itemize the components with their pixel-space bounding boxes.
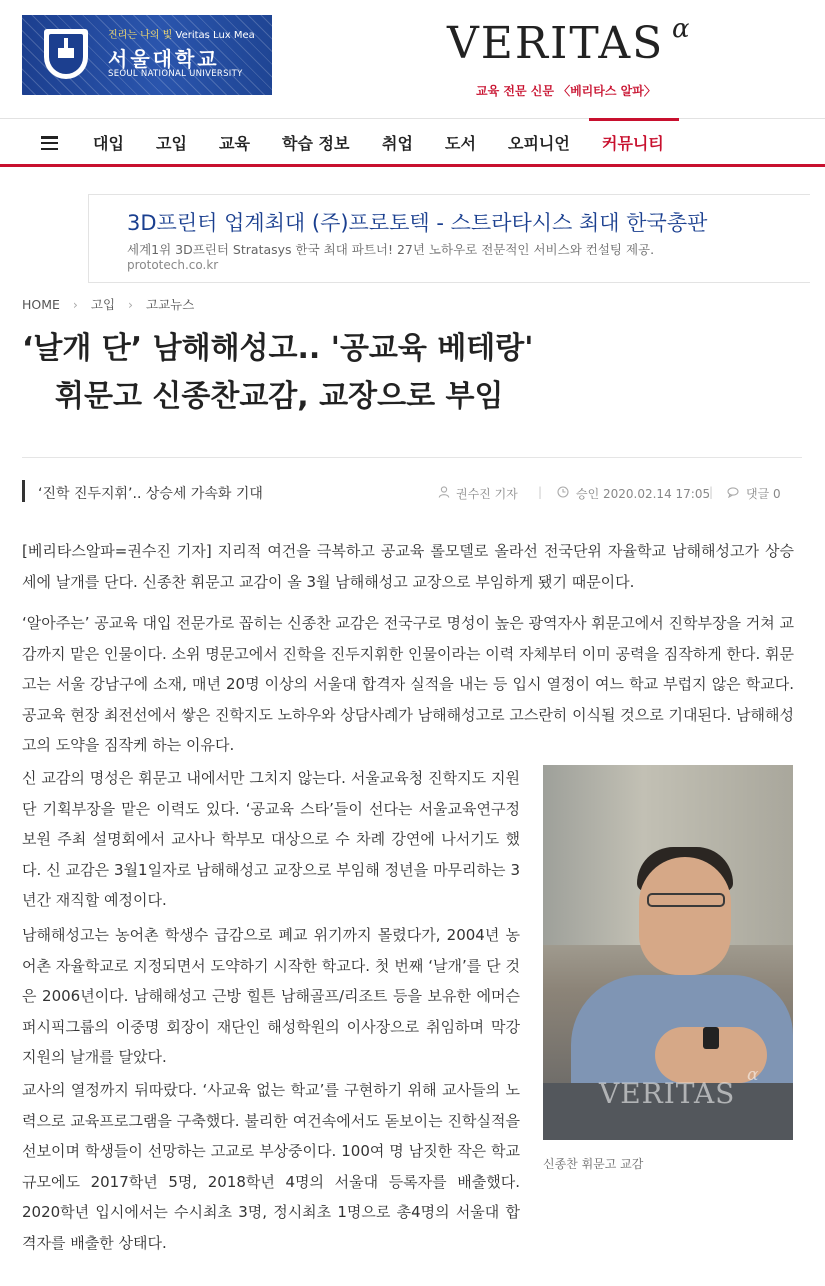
header-divider	[22, 457, 802, 458]
meta-separator: |	[538, 485, 543, 499]
comment-icon	[727, 486, 739, 498]
nav-item-books[interactable]: 도서	[445, 134, 476, 153]
snu-tagline-lat: Veritas Lux Mea	[175, 30, 255, 41]
article-paragraph-last	[22, 1075, 520, 1259]
snu-name-en: SEOUL NATIONAL UNIVERSITY	[108, 69, 243, 79]
article-headline	[22, 325, 802, 421]
nav-item-daeip[interactable]: 대입	[93, 134, 124, 153]
ad-url[interactable]: prototech.co.kr	[127, 258, 219, 272]
article-paragraph: 남해해성고는 농어촌 학생수 급감으로 폐교 위기까지 몰렸다가, 2004년 농어촌 자율학교로 지정되면서 도약하기 시작한 학교다. 첫 번째 ‘날개’를 단 것은 2006년이다. 남해해성고 근방 힐튼 남해골프/리조트 등을 보유한 에머슨퍼시픽그룹의 이중명 회장이 재단인 해성학원의 이사장으로 취임하며 막강 지원의 날개를 달았다.	[22, 926, 520, 1067]
hamburger-menu-icon[interactable]	[41, 136, 58, 150]
main-nav	[0, 118, 825, 167]
breadcrumb-home[interactable]: HOME	[22, 297, 60, 312]
ad-description: 세계1위 3D프린터 Stratasys 한국 최대 파트너! 27년 노하우로 전문적인 서비스와 컨설팅 제공.	[127, 242, 655, 257]
article-paragraph-text: 교사의 열정까지 뒤따랐다. ‘사교육 없는 학교’를 구현하기 위해 교사들의 노력으로 교육프로그램을 구축했다. 불리한 여건속에서도 돋보이는 진학실적을 선보이며 학생들이 선망하는 고교로 부상중이다. 100여 명 남짓한 작은 학교 규모에도 2017학년 5명, 2018학년 4명의 서울대 등록자를 배출했다. 2020학년 입시에서는 수시최초 3명, 정시최초 1명으로 총4명의 서울대 합격자를 배출한 상태다.	[22, 1081, 520, 1252]
article-paragraph: [베리타스알파=권수진 기자] 지리적 여건을 극복하고 공교육 롤모델로 올라선 전국단위 자율학교 남해해성고가 상승세에 날개를 단다. 신종찬 휘문고 교감이 올 3월 남해해성고 교장으로 부임하게 됐기 때문이다.	[22, 542, 794, 591]
article-comment-count[interactable]: 댓글 0	[746, 487, 781, 501]
nav-item-study-info[interactable]: 학습 정보	[282, 134, 350, 153]
photo-caption: 신종찬 휘문고 교감	[543, 1157, 644, 1171]
nav-item-goip[interactable]: 고입	[156, 134, 187, 153]
chevron-right-icon: ›	[128, 297, 134, 312]
article-author: 권수진 기자	[456, 487, 518, 501]
snu-tagline-ko: 진리는 나의 빛	[108, 30, 173, 41]
breadcrumb-goip[interactable]: 고입	[90, 297, 116, 312]
snu-name: 서울대학교	[108, 47, 220, 71]
user-icon	[438, 486, 450, 498]
article-approved-time: 승인 2020.02.14 17:05	[576, 487, 711, 501]
subtitle-bar	[22, 480, 25, 502]
headline-line-1: ‘날개 단’ 남해해성고.. '공교육 베테랑'	[22, 331, 534, 366]
photo-watermark-alpha: α	[747, 1065, 759, 1085]
headline-line-2: 휘문고 신종찬교감, 교장으로 부임	[55, 379, 504, 414]
chevron-right-icon: ›	[72, 297, 78, 312]
breadcrumb	[22, 295, 194, 313]
article-photo[interactable]	[543, 765, 793, 1140]
nav-item-education[interactable]: 교육	[219, 134, 250, 153]
nav-active-indicator	[589, 118, 679, 121]
nav-item-community[interactable]: 커뮤니티	[602, 134, 664, 153]
veritas-subtitle: 교육 전문 신문 〈베리타스 알파〉	[476, 84, 656, 98]
article-subtitle: ‘진학 진두지휘’.. 상승세 가속화 기대	[38, 486, 263, 502]
veritas-alpha-mark: α	[672, 14, 690, 44]
snu-tagline	[108, 26, 255, 41]
veritas-logo[interactable]: VERITAS	[447, 18, 665, 69]
site-header	[0, 0, 825, 118]
meta-separator: |	[709, 485, 714, 499]
photo-watermark: VERITAS	[599, 1077, 736, 1110]
snu-emblem-icon	[44, 29, 88, 79]
nav-item-jobs[interactable]: 취업	[382, 134, 413, 153]
article-paragraph: ‘알아주는’ 공교육 대입 전문가로 꼽히는 신종찬 교감은 전국구로 명성이 높은 광역자사 휘문고에서 진학부장을 거쳐 교감까지 맡은 인물이다. 소위 명문고에서 진학을 진두지휘한 인물이라는 이력 자체부터 이미 공력을 짐작하게 한다. 휘문고는 서울 강남구에 소재, 매년 20명 이상의 서울대 합격자 실적을 내는 등 입시 열정이 여느 학교 부럽지 않은 학교다. 공교육 현장 최전선에서 쌓은 진학지도 노하우와 상담사례가 남해해성고로 고스란히 이식될 것으로 기대된다. 남해해성고의 도약을 짐작케 하는 이유다.	[22, 614, 794, 755]
clock-icon	[557, 486, 569, 498]
breadcrumb-news[interactable]: 고교뉴스	[146, 297, 195, 312]
ad-title[interactable]: 3D프린터 업계최대 (주)프로토텍 - 스트라타시스 최대 한국총판	[127, 211, 708, 235]
article-paragraph: 신 교감의 명성은 휘문고 내에서만 그치지 않는다. 서울교육청 진학지도 지원단 기획부장을 맡은 이력도 있다. ‘공교육 스타’들이 선다는 서울교육연구정보원 주최 설명회에서 교사나 학부모 대상으로 수 차례 강연에 나서기도 했다. 신 교감은 3월1일자로 남해해성고 교장으로 부임해 정년을 마무리하는 3년간 재직할 예정이다.	[22, 769, 520, 910]
snu-banner-ad[interactable]	[22, 15, 272, 95]
nav-item-opinion[interactable]: 오피니언	[508, 134, 570, 153]
text-ad[interactable]	[88, 194, 810, 283]
